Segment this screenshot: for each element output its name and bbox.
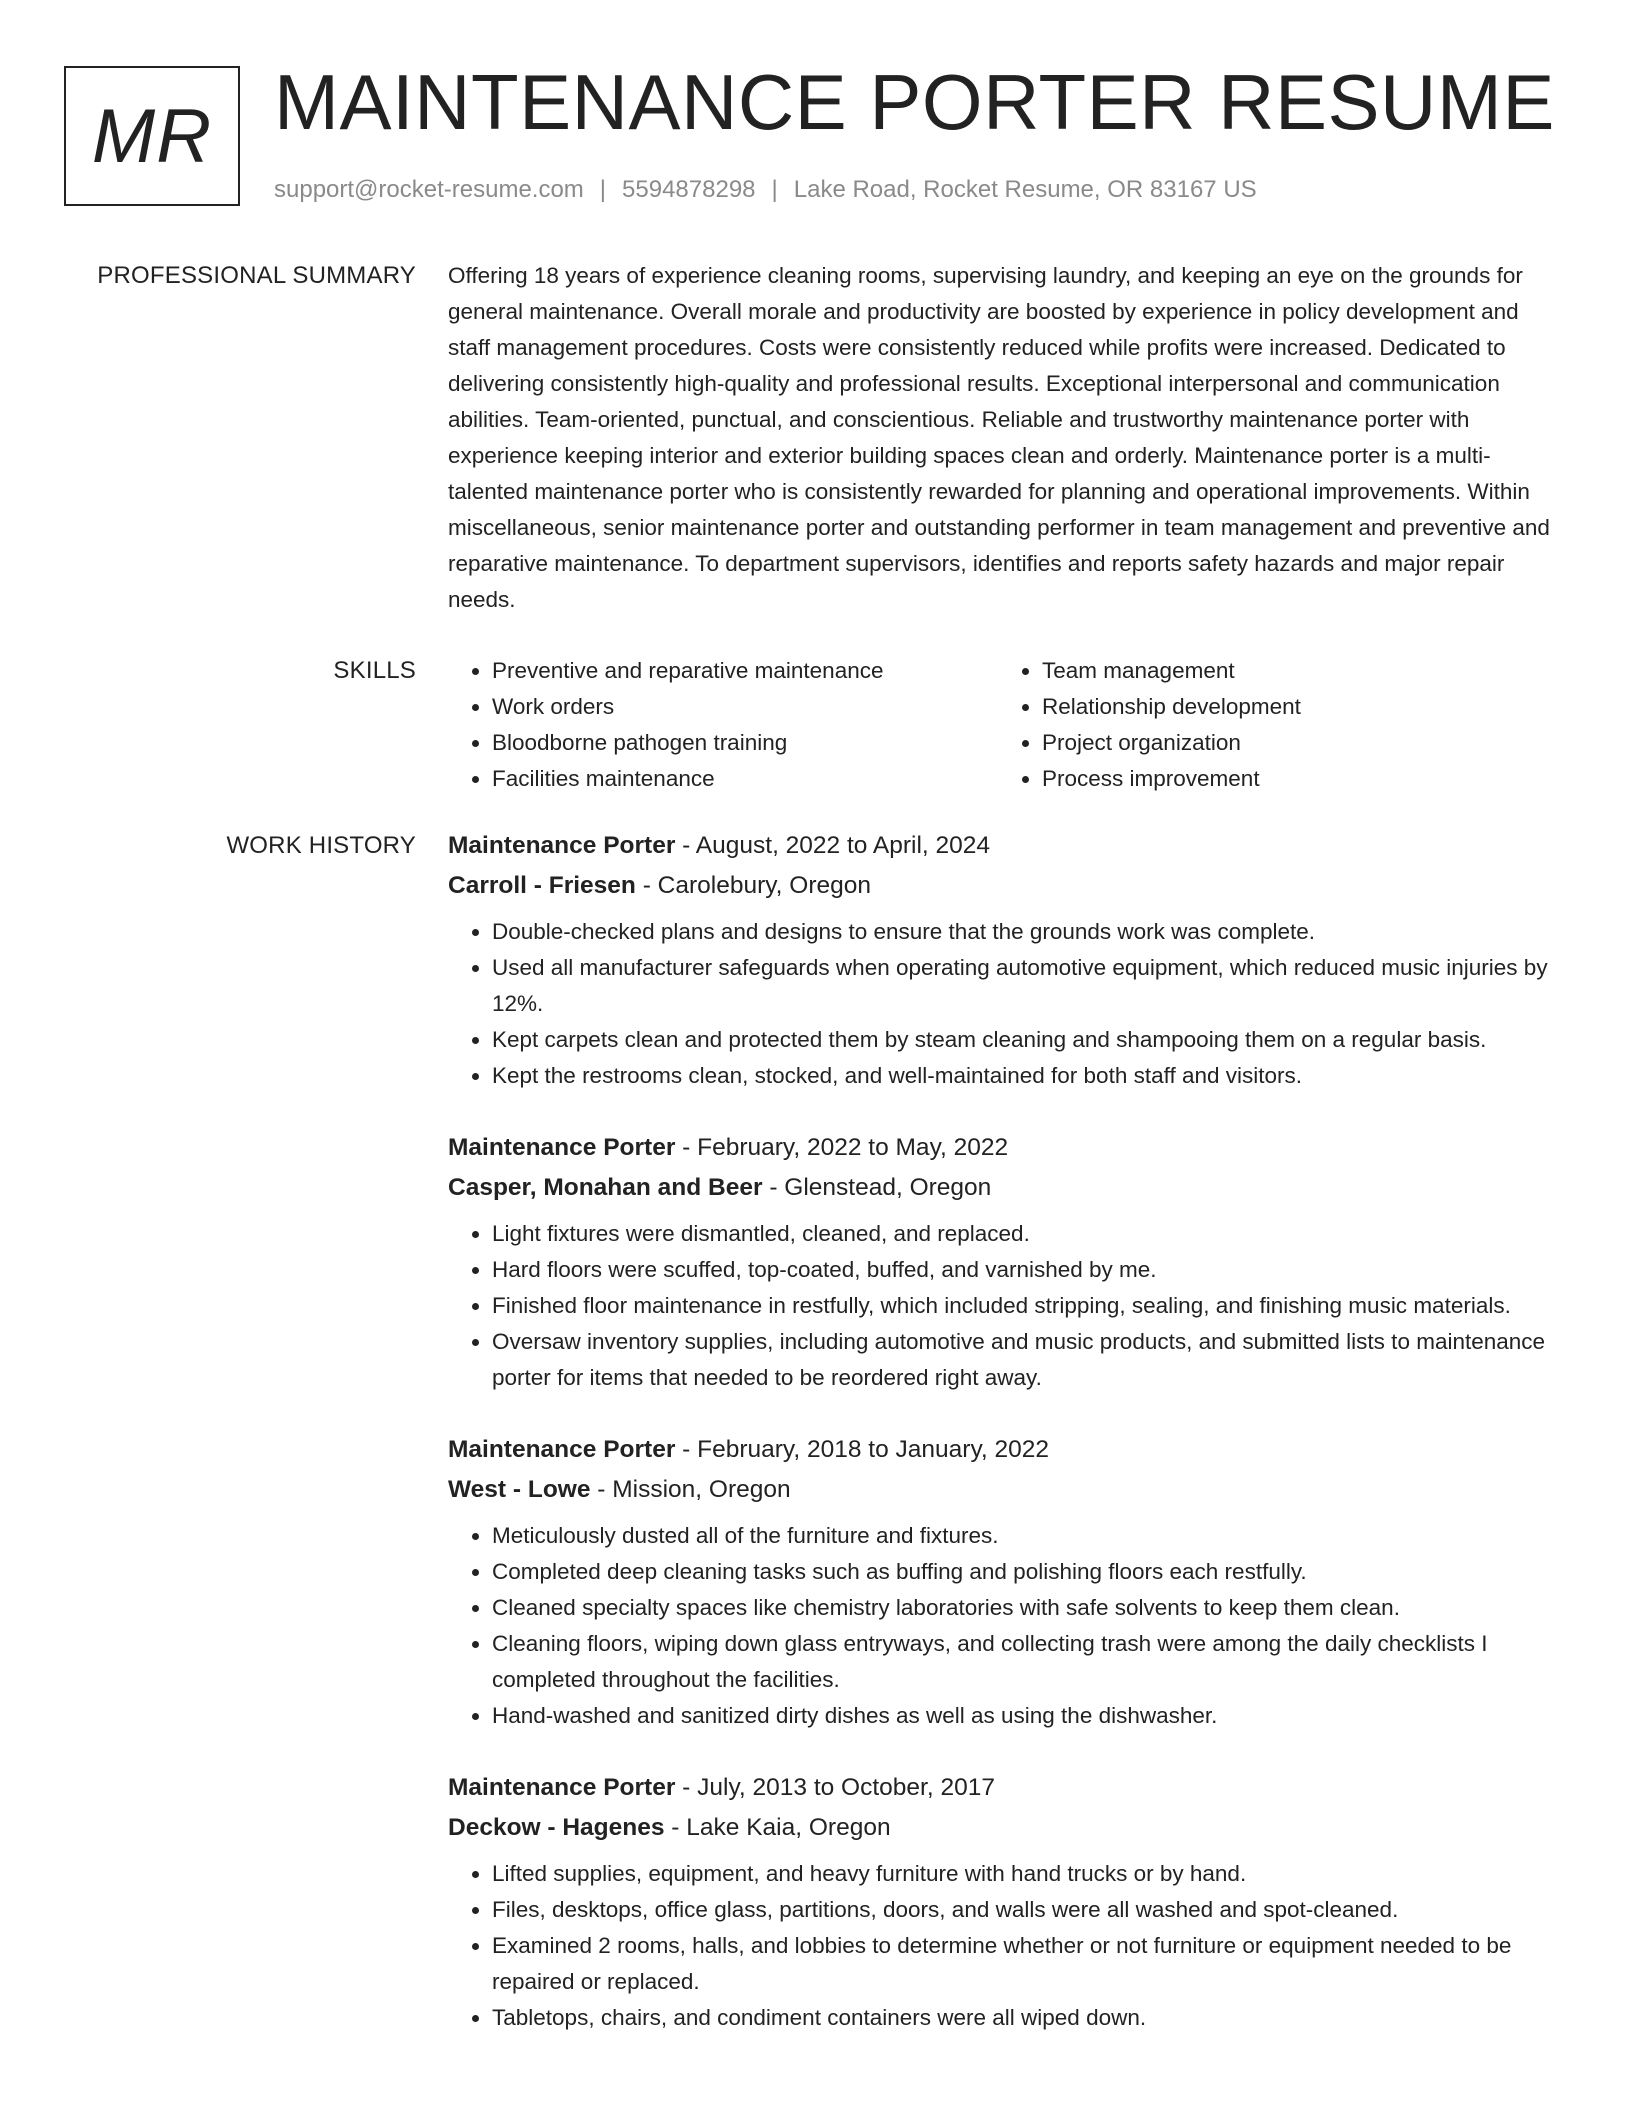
job-company-line — [448, 866, 1564, 906]
job-company-line — [448, 1470, 1564, 1510]
job-location: - Lake Kaia, Oregon — [664, 1814, 891, 1841]
job-title: Maintenance Porter — [448, 1774, 676, 1801]
job-title: Maintenance Porter — [448, 832, 676, 859]
job-bullet: • Completed deep cleaning tasks such as buffing and polishing floors each restfully. — [492, 1554, 1564, 1590]
job-bullet: • Kept the restrooms clean, stocked, and well-maintained for both staff and visitors. — [492, 1058, 1564, 1094]
job-title-line — [448, 1430, 1564, 1470]
job-bullet: • Oversaw inventory supplies, including automotive and music products, and submitted lists to maintenance porter for items that needed to be reordered right away. — [492, 1324, 1564, 1396]
contact-separator: | — [771, 176, 778, 203]
job-title-line — [448, 1768, 1564, 1808]
summary-text: Offering 18 years of experience cleaning rooms, supervising laundry, and keeping an eye on the grounds for general maintenance. Overall morale and productivity are boosted by experience in policy development and staff management procedures. Costs were consistently reduced while profits were increased. Dedicated to delivering consistently high-quality and professional results. Exceptional interpersonal and communication abilities. Team-oriented, punctual, and conscientious. Reliable and trustworthy maintenance porter with experience keeping interior and exterior building spaces clean and orderly. Maintenance porter is a multi-talented maintenance porter who is consistently rewarded for planning and operational improvements. Within miscellaneous, senior maintenance porter and outstanding performer in team management and preventive and reparative maintenance. To department supervisors, identifies and reports safety hazards and major repair needs. — [448, 263, 1550, 612]
resume-title: MAINTENANCE PORTER RESUME — [274, 58, 1555, 146]
skill-item: • Bloodborne pathogen training — [492, 725, 998, 761]
skills-columns — [448, 653, 1564, 797]
job-dates: - February, 2022 to May, 2022 — [675, 1134, 1009, 1161]
skills-body — [448, 653, 1564, 797]
job-entry — [448, 1768, 1564, 2036]
job-bullet: • Double-checked plans and designs to ensure that the grounds work was complete. — [492, 914, 1564, 950]
job-company: Deckow - Hagenes — [448, 1814, 665, 1841]
work-history-body — [448, 826, 1564, 2070]
job-bullet: • Cleaning floors, wiping down glass entryways, and collecting trash were among the daily checklists I completed throughout the facilities. — [492, 1626, 1564, 1698]
monogram-initials: MR — [91, 93, 213, 179]
skill-item: • Facilities maintenance — [492, 761, 998, 797]
summary-heading: PROFESSIONAL SUMMARY — [97, 262, 416, 289]
job-bullet: • Hand-washed and sanitized dirty dishes as well as using the dishwasher. — [492, 1698, 1564, 1734]
skills-list-right — [998, 653, 1548, 797]
job-location: - Glenstead, Oregon — [762, 1174, 992, 1201]
job-bullets — [448, 914, 1564, 1094]
job-dates: - August, 2022 to April, 2024 — [675, 832, 991, 859]
job-location: - Mission, Oregon — [590, 1476, 791, 1503]
skills-list-left — [448, 653, 998, 797]
job-entry — [448, 826, 1564, 1094]
work-history-heading: WORK HISTORY — [226, 832, 416, 859]
skill-item: • Preventive and reparative maintenance — [492, 653, 998, 689]
skill-item: • Work orders — [492, 689, 998, 725]
job-entry — [448, 1430, 1564, 1734]
job-company-line — [448, 1168, 1564, 1208]
job-entry — [448, 1128, 1564, 1396]
job-bullet: • Lifted supplies, equipment, and heavy furniture with hand trucks or by hand. — [492, 1856, 1564, 1892]
contact-separator: | — [599, 176, 607, 203]
contact-email[interactable]: support@rocket-resume.com — [274, 176, 584, 203]
job-title-line — [448, 826, 1564, 866]
summary-body — [448, 258, 1564, 618]
job-company: Carroll - Friesen — [448, 872, 636, 899]
skills-heading: SKILLS — [333, 657, 416, 684]
job-bullets — [448, 1216, 1564, 1396]
skill-item: • Relationship development — [1042, 689, 1548, 725]
job-bullets — [448, 1518, 1564, 1734]
job-title: Maintenance Porter — [448, 1134, 676, 1161]
job-bullet: • Examined 2 rooms, halls, and lobbies to determine whether or not furniture or equipment needed to be repaired or replaced. — [492, 1928, 1564, 2000]
job-bullet: • Light fixtures were dismantled, cleaned, and replaced. — [492, 1216, 1564, 1252]
job-bullets — [448, 1856, 1564, 2036]
job-bullet: • Finished floor maintenance in restfully, which included stripping, sealing, and finishing music materials. — [492, 1288, 1564, 1324]
job-location: - Carolebury, Oregon — [635, 872, 872, 899]
job-company-line — [448, 1808, 1564, 1848]
job-bullet: • Used all manufacturer safeguards when operating automotive equipment, which reduced music injuries by 12%. — [492, 950, 1564, 1022]
skill-item: • Team management — [1042, 653, 1548, 689]
skill-item: • Project organization — [1042, 725, 1548, 761]
job-dates: - February, 2018 to January, 2022 — [675, 1436, 1049, 1463]
job-bullet: • Hard floors were scuffed, top-coated, buffed, and varnished by me. — [492, 1252, 1564, 1288]
job-title-line — [448, 1128, 1564, 1168]
job-title: Maintenance Porter — [448, 1436, 676, 1463]
monogram-box — [64, 66, 240, 206]
job-bullet: • Tabletops, chairs, and condiment containers were all wiped down. — [492, 2000, 1564, 2036]
job-bullet: • Kept carpets clean and protected them by steam cleaning and shampooing them on a regular basis. — [492, 1022, 1564, 1058]
job-company: West - Lowe — [448, 1476, 591, 1503]
job-company: Casper, Monahan and Beer — [448, 1174, 763, 1201]
contact-phone[interactable]: 5594878298 — [622, 176, 756, 203]
job-bullet: • Cleaned specialty spaces like chemistry laboratories with safe solvents to keep them clean. — [492, 1590, 1564, 1626]
contact-address: Lake Road, Rocket Resume, OR 83167 US — [793, 176, 1257, 203]
contact-line — [274, 174, 1257, 206]
job-bullet: • Meticulously dusted all of the furniture and fixtures. — [492, 1518, 1564, 1554]
job-dates: - July, 2013 to October, 2017 — [675, 1774, 995, 1801]
skill-item: • Process improvement — [1042, 761, 1548, 797]
job-bullet: • Files, desktops, office glass, partitions, doors, and walls were all washed and spot-cleaned. — [492, 1892, 1564, 1928]
